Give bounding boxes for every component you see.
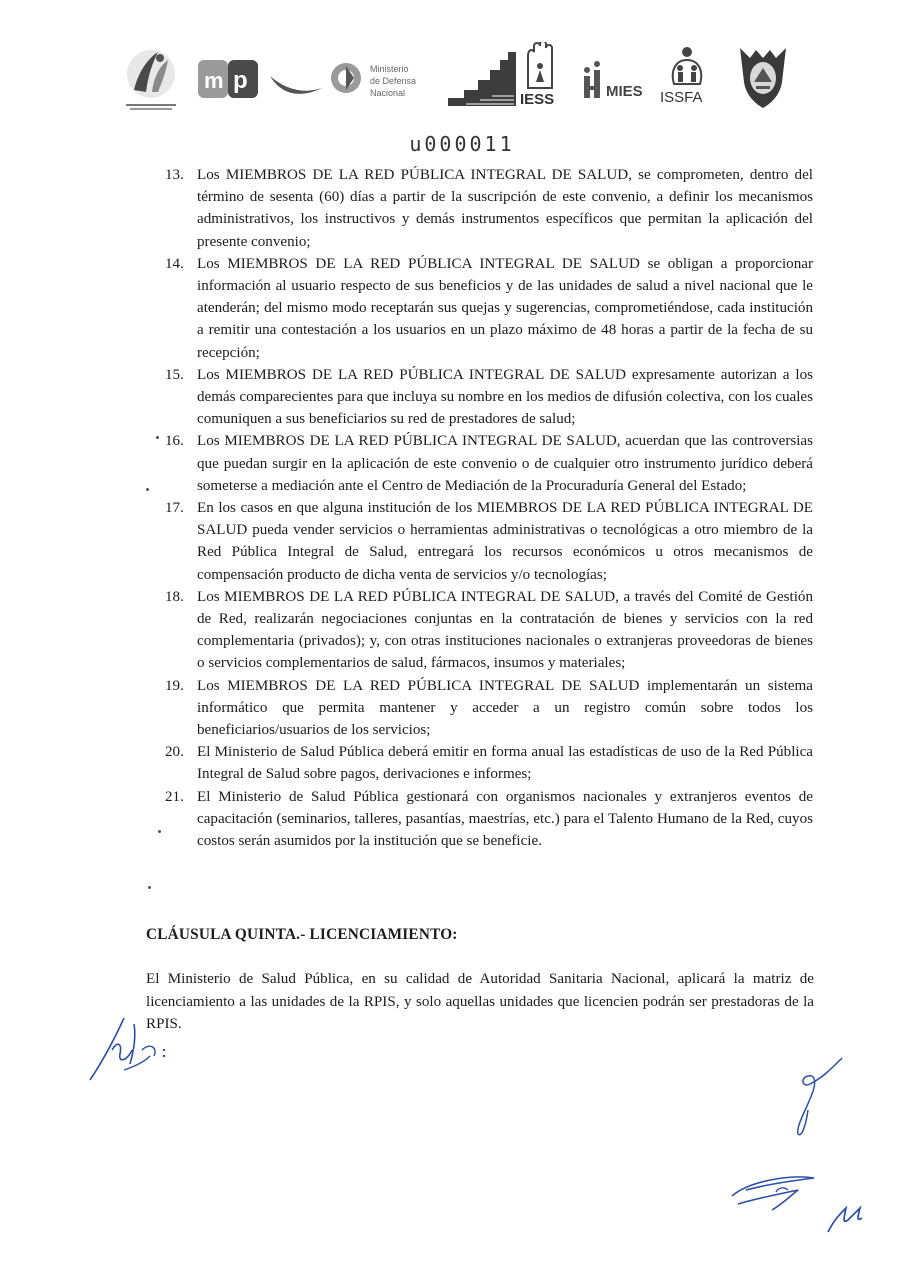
clause-text: En los casos en que alguna institución de los MIEMBROS DE LA RED PÚBLICA INTEGRAL DE SALUD pueda vender servicios o herramientas administrativas o tecnológicas a otro miembro de la Red Pública Integral de Salud, entregará los recursos económicos u otros mecanismos de compensación producto de dicha venta de servicios y/o tecnologías;	[197, 500, 813, 583]
clause-text: Los MIEMBROS DE LA RED PÚBLICA INTEGRAL DE SALUD, a través del Comité de Gestión de Red, realizarán negociaciones conjuntas en la contratación de bienes y servicios con la red complementaria (privados); y, con otras instituciones nacionales o extranjeras proveedoras de bienes o servicios complementarios de salud, fármacos, insumos y materiales;	[197, 588, 813, 672]
clause-item	[165, 786, 813, 853]
section-heading: CLÁUSULA QUINTA.- LICENCIAMIENTO:	[146, 926, 458, 943]
clause-number: 20.	[165, 744, 184, 761]
svg-text:IESS: IESS	[520, 91, 555, 108]
clause-list	[165, 164, 813, 852]
clause-number: 15.	[165, 366, 184, 383]
clause-number: 17.	[165, 500, 184, 517]
clause-number: 16.	[165, 433, 184, 450]
svg-text:p: p	[233, 67, 248, 94]
scan-speck	[146, 488, 149, 491]
section-paragraph: El Ministerio de Salud Pública, en su calidad de Autoridad Sanitaria Nacional, aplicará la matriz de licenciamiento a las unidades de la RPIS, y solo aquellas unidades que licencien podrán ser prestadoras de la RPIS.	[146, 971, 814, 1032]
header-logo-strip	[120, 42, 800, 114]
clause-item	[165, 430, 813, 497]
clause-text: El Ministerio de Salud Pública gestionará con organismos nacionales y extranjeros eventos de capacitación (seminarios, talleres, pasantías, maestrías, etc.) para el Talento Humano de la Red, cuyos costos serán asumidos por la institución que se beneficie.	[197, 788, 813, 850]
clause-item	[165, 497, 813, 586]
clause-number: 21.	[165, 788, 184, 805]
clause-text: Los MIEMBROS DE LA RED PÚBLICA INTEGRAL DE SALUD implementarán un sistema informático que permita mantener y acceder a un registro común sobre todos los beneficiarios/usuarios de los servicios;	[197, 677, 813, 739]
clause-text: Los MIEMBROS DE LA RED PÚBLICA INTEGRAL DE SALUD, se comprometen, dentro del término de sesenta (60) días a partir de la suscripción de este convenio, a definir los mecanismos administrativos, los instructivos y demás instrumentos específicos que permitan la aplicación del presente convenio;	[197, 167, 813, 250]
clause-text: El Ministerio de Salud Pública deberá emitir en forma anual las estadísticas de uso de la Red Pública Integral de Salud sobre pagos, derivaciones e informes;	[197, 744, 813, 783]
stairs-logo	[446, 48, 518, 108]
police-emblem	[736, 42, 790, 110]
clause-item	[165, 164, 813, 253]
scan-speck	[156, 436, 159, 439]
defense-ministry-logo	[328, 56, 438, 104]
signature-right-top	[776, 1054, 856, 1140]
issfa-logo	[658, 44, 716, 108]
svg-text:Ministerio: Ministerio	[370, 64, 409, 74]
svg-text:MIES: MIES	[606, 83, 643, 100]
clause-text: Los MIEMBROS DE LA RED PÚBLICA INTEGRAL DE SALUD expresamente autorizan a los demás comparecientes para que incluya su nombre en los medios de difusión colectiva, con los cuales comuniquen a sus beneficiarios su red de prestadores de salud;	[197, 366, 813, 428]
clause-number: 18.	[165, 588, 184, 605]
clause-number: 19.	[165, 677, 184, 694]
clause-item	[165, 586, 813, 675]
folio-number: u000011	[409, 132, 515, 156]
swoosh-logo	[268, 70, 324, 100]
scan-speck	[158, 830, 161, 833]
clause-item	[165, 253, 813, 364]
svg-text:ISSFA: ISSFA	[660, 89, 703, 106]
clause-item	[165, 675, 813, 742]
clause-item	[165, 741, 813, 785]
signature-bottom-right	[728, 1168, 878, 1238]
svg-text:Nacional: Nacional	[370, 88, 406, 98]
mies-logo	[580, 56, 652, 106]
secretariat-logo	[122, 46, 180, 114]
clause-text: Los MIEMBROS DE LA RED PÚBLICA INTEGRAL DE SALUD, acuerdan que las controversias que puedan surgir en la aplicación de este convenio o de cualquier otro instrumento jurídico deberá someterse a mediación ante el Centro de Mediación de la Procuraduría General del Estado;	[197, 433, 813, 494]
msp-logo	[198, 54, 260, 104]
scan-speck	[148, 886, 151, 889]
clause-number: 14.	[165, 255, 184, 272]
clause-text: Los MIEMBROS DE LA RED PÚBLICA INTEGRAL DE SALUD se obligan a proporcionar información al usuario respecto de sus beneficios y de las unidades de salud a nivel nacional que le atenderán; del mismo modo receptarán sus quejas y sugerencias, comprometiéndose, cada institución a remitir una contestación a los usuarios en un plazo máximo de 48 horas a partir de la fecha de su recepción;	[197, 255, 813, 361]
clause-number: 13.	[165, 167, 184, 183]
signature-left	[84, 1010, 194, 1082]
svg-text:de Defensa: de Defensa	[370, 76, 417, 86]
svg-text:m: m	[204, 68, 224, 93]
clause-item	[165, 364, 813, 431]
iess-logo	[518, 42, 564, 108]
